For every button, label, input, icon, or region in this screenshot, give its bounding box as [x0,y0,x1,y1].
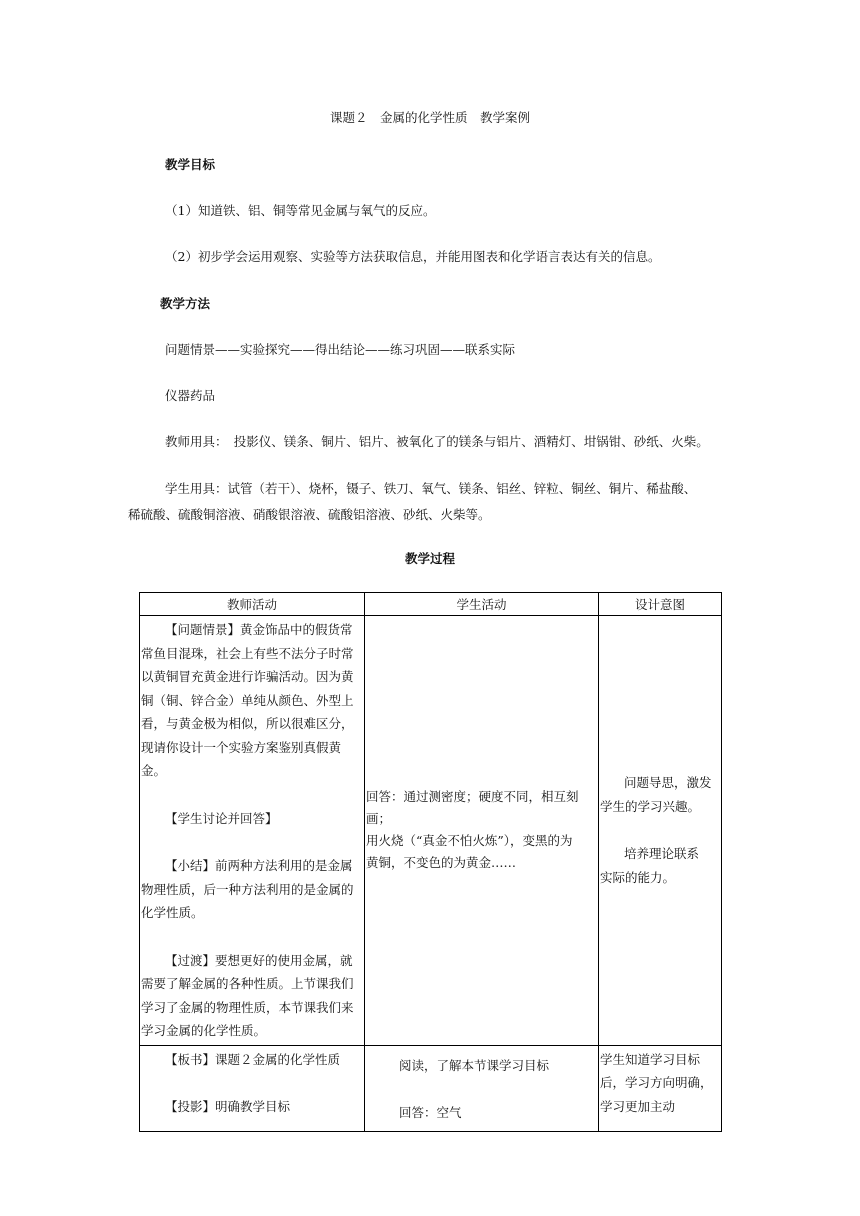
process-table [139,592,722,1132]
teacher-line: 【学生讨论并回答】 [165,810,278,826]
process-heading: 教学过程 [404,551,455,566]
table-row [140,1045,722,1131]
teacher-line: 【问题情景】黄金饰品中的假货常 [165,622,353,637]
teacher-line: 现请你设计一个实验方案鉴别真假黄 [141,739,342,755]
intent-line: 学生知道学习目标 [600,1051,701,1067]
equipment-heading: 仪器药品 [165,388,216,403]
student-line: 用火烧（“真金不怕火炼”），变黑的为 [366,833,573,849]
method-heading: 教学方法 [160,296,211,311]
row2-student-cell [365,1045,599,1131]
intent-line: 培养理论联系 [624,846,700,862]
page-title: 课题２ 金属的化学性质 教学案例 [329,110,530,125]
intent-line: 学生的学习兴趣。 [600,798,701,814]
student-line: 黄铜，不变色的为黄金…… [366,855,517,871]
teacher-line: 常鱼目混珠，社会上有些不法分子时常 [141,645,354,661]
teacher-line: 以黄铜冒充黄金进行诈骗活动。因为黄 [141,669,354,684]
student-tools-line1: 学生用具：试管（若干）、烧杯，镊子、铁刀、氧气、镁条、铝丝、锌粒、铜丝、铜片、稀盐酸、 [165,481,697,496]
teacher-line: 物理性质，后一种方法利用的是金属的 [141,881,354,897]
teacher-line: 学习金属的化学性质。 [141,1023,267,1038]
teacher-line: 【过渡】要想更好的使用金属，就 [165,952,353,968]
table-header-row [140,593,722,616]
objective-2: （2）初步学会运用观察、实验等方法获取信息，并能用图表和化学语言表达有关的信息。 [165,249,661,264]
header-teacher-activity: 教师活动 [140,593,365,616]
teacher-line: 【投影】明确教学目标 [165,1099,291,1114]
intent-line: 学习更加主动 [600,1098,676,1114]
row2-intent-cell [599,1045,722,1131]
student-line: 回答：通过测密度；硬度不同，相互刻画； [366,789,579,827]
row1-teacher-cell [140,616,365,1046]
method-text: 问题情景——实验探究——得出结论——练习巩固——联系实际 [165,342,516,357]
student-tools-line2: 稀硫酸、硫酸铜溶液、硝酸银溶液、硫酸铝溶液、砂纸、火柴等。 [128,507,491,522]
intent-line: 问题导思，激发 [624,775,712,791]
student-line: 回答：空气 [399,1105,462,1120]
teacher-tools: 教师用具： 投影仪、镁条、铜片、铝片、被氧化了的镁条与铝片、酒精灯、坩锅钳、砂纸、火柴。 [165,434,709,449]
teacher-line: 【小结】前两种方法利用的是金属 [165,858,353,873]
intent-line: 后，学习方向明确， [600,1075,713,1090]
intent-line: 实际的能力。 [600,869,676,885]
objectives-heading: 教学目标 [165,157,216,172]
teacher-line: 学习了金属的物理性质，本节课我们来 [141,999,354,1015]
row1-student-cell [365,616,599,1046]
teacher-line: 【板书】课题２金属的化学性质 [165,1051,341,1067]
header-design-intent: 设计意图 [599,593,722,616]
student-line: 阅读，了解本节课学习目标 [399,1057,550,1073]
header-student-activity: 学生活动 [365,593,599,616]
table-row [140,616,722,1046]
teacher-line: 金。 [141,763,167,778]
teacher-line: 看，与黄金极为相似，所以很难区分， [141,716,354,731]
teacher-line: 需要了解金属的各种性质。上节课我们 [141,976,354,991]
row1-intent-cell [599,616,722,1046]
objective-1: （1）知道铁、铝、铜等常见金属与氧气的反应。 [165,203,436,218]
row2-teacher-cell [140,1045,365,1131]
teacher-line: 化学性质。 [141,905,204,920]
teacher-line: 铜（铜、锌合金）单纯从颜色、外型上 [141,692,354,708]
